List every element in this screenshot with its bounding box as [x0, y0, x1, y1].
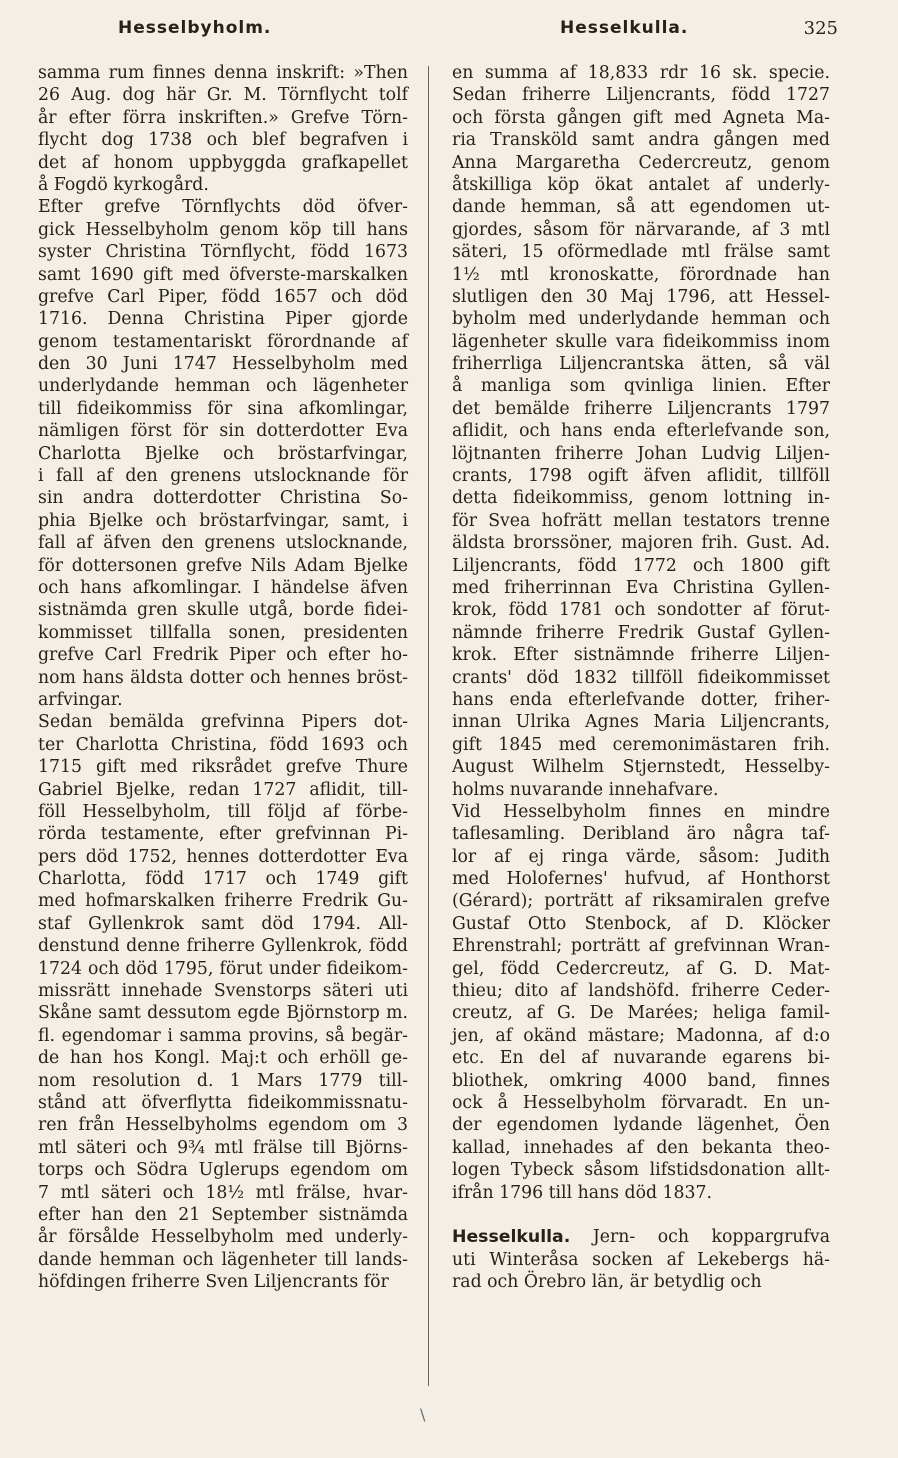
text-line: dande hemman, så att egendomen ut-: [452, 197, 830, 218]
text-line: krok. Efter sistnämnde friherre Liljen-: [452, 645, 830, 666]
text-line: gel, född Cedercreutz, af G. D. Mat-: [452, 958, 830, 979]
text-line: slutligen den 30 Maj 1796, att Hessel-: [452, 286, 830, 307]
text-line: fall af äfven den grenens utslocknande,: [38, 533, 408, 554]
text-line: löjtnanten friherre Johan Ludvig Liljen-: [452, 443, 830, 464]
text-line: 1724 och död 1795, förut under fideikom-: [38, 958, 408, 979]
column-divider: [428, 66, 429, 1386]
text-line: med Holofernes' hufvud, af Honthorst: [452, 869, 830, 890]
text-line: phia Bjelke och bröstarfvingar, samt, i: [38, 510, 408, 531]
text-line: ifrån 1796 till hans död 1837.: [452, 1182, 713, 1203]
running-title-right: Hesselkulla.: [560, 18, 689, 38]
text-line: taflesamling. Deribland äro några taf-: [452, 824, 830, 845]
text-line: crants' död 1832 tillföll fideikommisset: [452, 667, 830, 688]
text-line: Sedan bemälda grefvinna Pipers dot-: [38, 712, 408, 733]
text-line: fl. egendomar i samma provins, så begär-: [38, 1025, 408, 1046]
text-line: gick Hesselbyholm genom köp till hans: [38, 219, 408, 240]
text-line: creutz, af G. De Marées; heliga famil-: [452, 1003, 830, 1024]
text-line: en summa af 18,833 rdr 16 sk. specie.: [452, 63, 830, 83]
text-line: Charlotta Bjelke och bröstarfvingar,: [38, 443, 408, 464]
text-line: höfdingen friherre Sven Liljencrants för: [38, 1272, 389, 1293]
text-line: med hofmarskalken friherre Fredrik Gu-: [38, 891, 408, 912]
text-line: missrätt innehade Svenstorps säteri uti: [38, 981, 408, 1002]
text-line: nom resolution d. 1 Mars 1779 till-: [38, 1070, 408, 1091]
section-title-hesselkulla: Hesselkulla.: [452, 1227, 571, 1248]
text-line: år efter förra inskriften.» Grefve Törn-: [38, 107, 408, 128]
text-line: det bemälde friherre Liljencrants 1797: [452, 398, 830, 419]
text-line: jen, af okänd mästare; Madonna, af d:o: [452, 1025, 830, 1046]
text-line: Sedan friherre Liljencrants, född 1727: [452, 85, 830, 106]
text-line: föll Hesselbyholm, till följd af förbe-: [38, 801, 408, 822]
text-line: staf Gyllenkrok samt död 1794. All-: [38, 913, 408, 934]
text-line: (Gérard); porträtt af riksamiralen grefve: [452, 891, 830, 912]
text-line: 7 mtl säteri och 18½ mtl frälse, hvar-: [38, 1182, 408, 1203]
text-line: [452, 1204, 830, 1226]
text-line: etc. En del af nuvarande egarens bi-: [452, 1048, 830, 1069]
text-line: Ehrenstrahl; porträtt af grefvinnan Wran-: [452, 936, 830, 957]
text-line: uti Winteråsa socken af Lekebergs hä-: [452, 1249, 830, 1270]
text-line: samma rum finnes denna inskrift: »Then: [38, 63, 408, 83]
text-line: å manliga som qvinliga linien. Efter: [452, 376, 830, 397]
text-line: gjordes, såsom för närvarande, af 3 mtl: [452, 219, 830, 240]
text-line: August Wilhelm Stjernstedt, Hesselby-: [452, 757, 830, 778]
text-line: Efter grefve Törnflychts död öfver-: [38, 197, 408, 218]
text-line: grefve Carl Piper, född 1657 och död: [38, 286, 408, 307]
text-line: och hans afkomlingar. I händelse äfven: [38, 577, 408, 598]
text-line: nom hans äldsta dotter och hennes bröst-: [38, 667, 408, 688]
text-line: med friherrinnan Eva Christina Gyllen-: [452, 577, 830, 598]
text-line: rörda testamente, efter grefvinnan Pi-: [38, 824, 408, 845]
text-line: i fall af den grenens utslocknande för: [38, 466, 408, 487]
text-line: rad och Örebro län, är betydlig och: [452, 1272, 762, 1293]
text-line: Skåne samt dessutom egde Björnstorp m.: [38, 1003, 408, 1024]
text-line: dande hemman och lägenheter till lands-: [38, 1249, 408, 1270]
text-line: thieu; dito af landshöfd. friherre Ceder-: [452, 981, 830, 1002]
text-line: och första gången gift med Agneta Ma-: [452, 107, 830, 128]
text-line: mtl säteri och 9¾ mtl frälse till Björns-: [38, 1137, 408, 1158]
text-line: Gustaf Otto Stenbock, af D. Klöcker: [452, 913, 830, 934]
left-column: [38, 62, 408, 1293]
text-line: kallad, innehades af den bekanta theo-: [452, 1137, 830, 1158]
text-line: krok, född 1781 och sondotter af förut-: [452, 600, 830, 621]
text-line: samt 1690 gift med öfverste-marskalken: [38, 264, 408, 285]
text-line: ren från Hesselbyholms egendom om 3: [38, 1115, 408, 1136]
text-line: grefve Carl Fredrik Piper och efter ho-: [38, 645, 408, 666]
footer-mark: \: [420, 1405, 426, 1424]
text-line: Gabriel Bjelke, redan 1727 aflidit, till-: [38, 779, 408, 800]
text-line: pers död 1752, hennes dotterdotter Eva: [38, 846, 408, 867]
text-line: underlydande hemman och lägenheter: [38, 376, 408, 397]
text-line: nämnde friherre Fredrik Gustaf Gyllen-: [452, 622, 830, 643]
text-line: Vid Hesselbyholm finnes en mindre: [452, 801, 830, 822]
text-line: 1716. Denna Christina Piper gjorde: [38, 309, 408, 330]
text-line: efter han den 21 September sistnämda: [38, 1204, 408, 1225]
text-line: säteri, 15 oförmedlade mtl frälse samt: [452, 242, 830, 263]
text-line: ria Transköld samt andra gången med: [452, 130, 830, 151]
text-line: ter Charlotta Christina, född 1693 och: [38, 734, 408, 755]
text-line: sistnämda gren skulle utgå, borde fidei-: [38, 600, 408, 621]
text-line: logen Tybeck såsom lifstidsdonation allt-: [452, 1160, 830, 1181]
text-line: för dottersonen grefve Nils Adam Bjelke: [38, 555, 408, 576]
text-line: kommisset tillfalla sonen, presidenten: [38, 622, 408, 643]
text-line: år försålde Hesselbyholm med underly-: [38, 1227, 408, 1248]
text-line: Liljencrants, född 1772 och 1800 gift: [452, 555, 830, 576]
text-line: friherrliga Liljencrantska ätten, så väl: [452, 354, 830, 375]
text-line: der egendomen lydande lägenhet, Öen: [452, 1115, 830, 1136]
text-line: Charlotta, född 1717 och 1749 gift: [38, 869, 408, 890]
text-line: stånd att öfverflytta fideikommissnatu-: [38, 1092, 408, 1113]
text-line: aflidit, och hans enda efterlefvande son,: [452, 421, 830, 442]
text-line: 1715 gift med riksrådet grefve Thure: [38, 757, 408, 778]
text-line: Anna Margaretha Cedercreutz, genom: [452, 152, 830, 173]
text-line: 26 Aug. dog här Gr. M. Törnflycht tolf: [38, 85, 408, 106]
text-line: bliothek, omkring 4000 band, finnes: [452, 1070, 830, 1091]
text-line: innan Ulrika Agnes Maria Liljencrants,: [452, 712, 830, 733]
text-line: Hesselkulla. Jern- och koppargrufva: [452, 1227, 830, 1248]
text-line: torps och Södra Uglerups egendom om: [38, 1160, 408, 1181]
running-title-left: Hesselbyholm.: [118, 18, 272, 38]
text-line: nämligen först för sin dotterdotter Eva: [38, 421, 408, 442]
text-line: de han hos Kongl. Maj:t och erhöll ge-: [38, 1048, 408, 1069]
text-line: hans enda efterlefvande dotter, friher-: [452, 689, 830, 710]
text-line: byholm med underlydande hemman och: [452, 309, 830, 330]
text-line: holms nuvarande innehafvare.: [452, 779, 719, 800]
text-line: det af honom uppbyggda grafkapellet: [38, 152, 408, 173]
text-line: åtskilliga köp ökat antalet af underly-: [452, 174, 830, 195]
text-line: lägenheter skulle vara fideikommiss inom: [452, 331, 830, 352]
text-line: sin andra dotterdotter Christina So-: [38, 488, 408, 509]
page-number: 325: [803, 18, 838, 39]
page-header: [30, 18, 838, 50]
text-line: flycht dog 1738 och blef begrafven i: [38, 130, 408, 151]
text-line: lor af ej ringa värde, såsom: Judith: [452, 846, 830, 867]
text-line: genom testamentariskt förordnande af: [38, 331, 408, 352]
text-line: syster Christina Törnflycht, född 1673: [38, 242, 408, 263]
text-line: till fideikommiss för sina afkomlingar,: [38, 398, 408, 419]
text-line: å Fogdö kyrkogård.: [38, 174, 209, 195]
text-line: 1½ mtl kronoskatte, förordnade han: [452, 264, 830, 285]
text-line: för Svea hofrätt mellan testators trenne: [452, 510, 830, 531]
text-line: arfvingar.: [38, 689, 123, 710]
text-line: denstund denne friherre Gyllenkrok, född: [38, 936, 408, 957]
text-line: äldsta brorssöner, majoren frih. Gust. Ad.: [452, 533, 830, 554]
text-line: ock å Hesselbyholm förvaradt. En un-: [452, 1092, 830, 1113]
text-line: den 30 Juni 1747 Hesselbyholm med: [38, 354, 408, 375]
right-column: [452, 62, 830, 1293]
text-line: gift 1845 med ceremonimästaren frih.: [452, 734, 830, 755]
text-line: crants, 1798 ogift äfven aflidit, tillföll: [452, 466, 830, 487]
text-line: detta fideikommiss, genom lottning in-: [452, 488, 830, 509]
